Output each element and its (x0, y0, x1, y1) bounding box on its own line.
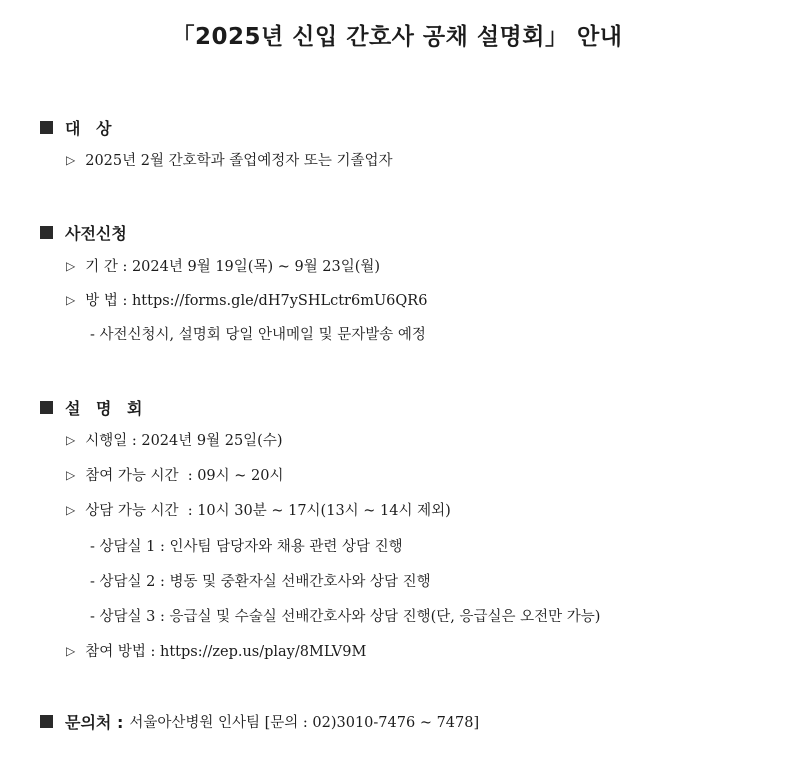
section-title-contact: 문의처 : (65, 713, 124, 732)
list-item (66, 429, 283, 450)
consult-hours-text: 상담 가능 시간 : 10시 30분 ~ 17시(13시 ~ 14시 제외) (85, 503, 451, 519)
section-title-session: 설 명 회 (65, 399, 148, 418)
contact-text: 서울아산병원 인사팀 [문의 : 02)3010-7476 ~ 7478] (129, 715, 480, 731)
right-triangle-icon: ▷ (66, 432, 76, 447)
black-square-icon (40, 401, 53, 414)
right-triangle-icon: ▷ (66, 502, 76, 517)
note-item: - 상담실 2 : 병동 및 중환자실 선배간호사와 상담 진행 (90, 574, 431, 590)
list-item (66, 499, 451, 520)
black-square-icon (40, 226, 53, 239)
right-triangle-icon: ▷ (66, 643, 76, 658)
section-header-contact (40, 710, 479, 733)
period-text: 기 간 : 2024년 9월 19일(목) ~ 9월 23일(월) (85, 259, 381, 275)
section-header-target (40, 116, 116, 139)
right-triangle-icon: ▷ (66, 467, 76, 482)
join-hours-text: 참여 가능 시간 : 09시 ~ 20시 (85, 468, 284, 484)
black-square-icon (40, 121, 53, 134)
method-text: 방 법 : https://forms.gle/dH7ySHLctr6mU6QR6 (85, 293, 428, 309)
section-header-preregistration (40, 221, 127, 244)
section-header-session (40, 396, 148, 419)
right-triangle-icon: ▷ (66, 258, 76, 273)
right-triangle-icon: ▷ (66, 292, 76, 307)
note-item: - 상담실 3 : 응급실 및 수술실 선배간호사와 상담 진행(단, 응급실은 오전만 가능) (90, 609, 601, 625)
black-square-icon (40, 715, 53, 728)
section-title-preregistration: 사전신청 (65, 224, 127, 243)
section-title-target: 대 상 (65, 119, 117, 138)
list-item (66, 149, 393, 170)
note-item: - 사전신청시, 설명회 당일 안내메일 및 문자발송 예정 (90, 327, 426, 343)
note-item: - 상담실 1 : 인사팀 담당자와 채용 관련 상담 진행 (90, 539, 403, 555)
list-item (66, 464, 284, 485)
right-triangle-icon: ▷ (66, 152, 76, 167)
page-title: 「2025년 신입 간호사 공채 설명회」 안내 (171, 24, 623, 50)
join-method-text: 참여 방법 : https://zep.us/play/8MLV9M (85, 644, 367, 660)
list-item (66, 640, 366, 661)
target-text: 2025년 2월 간호학과 졸업예정자 또는 기졸업자 (85, 153, 393, 169)
date-text: 시행일 : 2024년 9월 25일(수) (85, 433, 283, 449)
list-item (66, 289, 427, 310)
list-item (66, 255, 380, 276)
